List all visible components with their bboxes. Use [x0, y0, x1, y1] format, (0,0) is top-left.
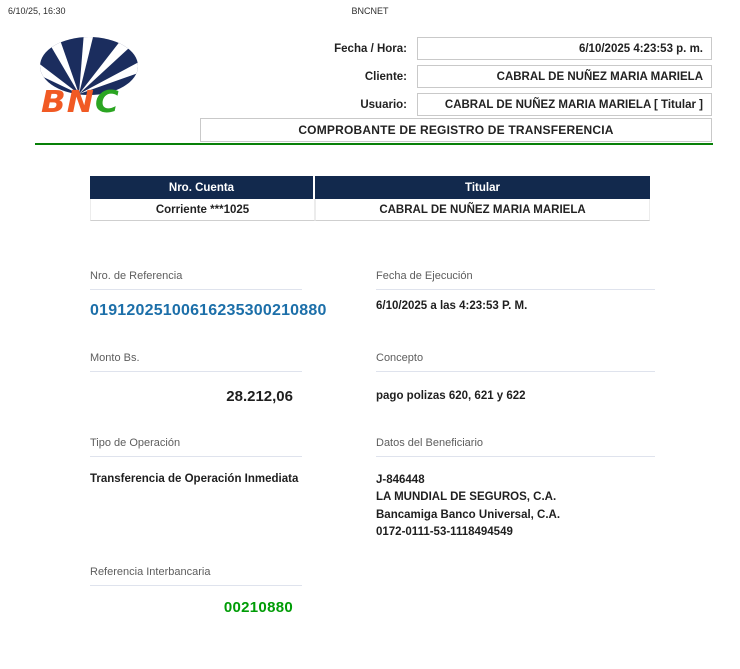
monto-value: 28.212,06 [226, 388, 293, 405]
concepto-label: Concepto [376, 352, 655, 372]
beneficiario-rif: J-846448 [376, 474, 425, 486]
account-cell: Corriente ***1025 [90, 199, 315, 221]
account-table [90, 176, 650, 221]
print-site-title: BNCNET [351, 6, 389, 16]
referencia-interbancaria-value: 00210880 [223, 599, 293, 616]
cliente-value: CABRAL DE NUÑEZ MARIA MARIELA [417, 65, 712, 88]
column-header-titular: Titular [315, 176, 650, 199]
beneficiario-nombre: LA MUNDIAL DE SEGUROS, C.A. [376, 491, 557, 504]
green-divider [35, 143, 713, 145]
logo-letter-c: C [94, 85, 120, 120]
beneficiario-banco: Bancamiga Banco Universal, C.A. [376, 508, 561, 521]
print-datetime: 6/10/25, 16:30 [8, 6, 66, 16]
bnc-logo [33, 36, 145, 126]
beneficiario-value [376, 472, 655, 541]
tipo-operacion-value: Transferencia de Operación Inmediata [90, 473, 299, 485]
fecha-hora-value: 6/10/2025 4:23:53 p. m. [417, 37, 712, 60]
fecha-hora-label: Fecha / Hora: [334, 42, 407, 55]
cliente-label: Cliente: [364, 70, 407, 83]
logo-letters-bn: BN [41, 85, 95, 120]
monto-label: Monto Bs. [90, 352, 302, 372]
fecha-ejecucion-label: Fecha de Ejecución [376, 270, 655, 290]
beneficiario-label: Datos del Beneficiario [376, 437, 655, 457]
account-table-header [90, 176, 650, 199]
bnc-logo-text [41, 86, 120, 120]
beneficiario-cuenta: 0172-0111-53-1118494549 [376, 525, 513, 538]
titular-cell: CABRAL DE NUÑEZ MARIA MARIELA [315, 199, 650, 221]
table-row [90, 199, 650, 221]
header-row-fecha-hora [238, 37, 712, 60]
usuario-label: Usuario: [360, 98, 407, 111]
nro-referencia-value: 01912025100616235300210880 [90, 302, 327, 319]
referencia-interbancaria-label: Referencia Interbancaria [90, 566, 302, 586]
fecha-ejecucion-value: 6/10/2025 a las 4:23:53 P. M. [376, 300, 528, 312]
concepto-value: pago polizas 620, 621 y 622 [376, 390, 526, 402]
receipt-title-banner: COMPROBANTE DE REGISTRO DE TRANSFERENCIA [200, 118, 712, 142]
header-row-usuario [238, 93, 712, 116]
header-row-cliente [238, 65, 712, 88]
column-header-nro-cuenta: Nro. Cuenta [90, 176, 315, 199]
tipo-operacion-label: Tipo de Operación [90, 437, 302, 457]
nro-referencia-label: Nro. de Referencia [90, 270, 302, 290]
usuario-value: CABRAL DE NUÑEZ MARIA MARIELA [ Titular ] [417, 93, 712, 116]
